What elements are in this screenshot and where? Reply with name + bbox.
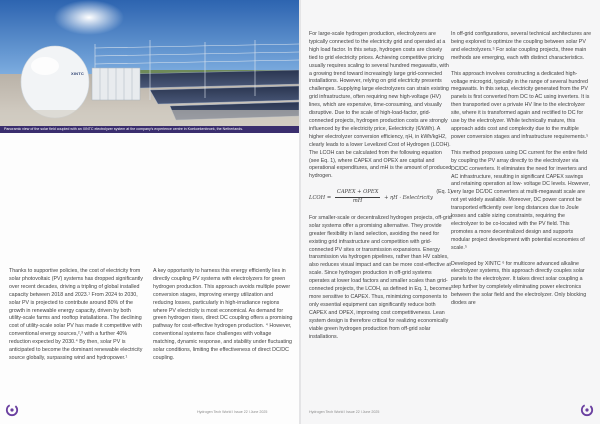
- equation-lhs: LCOH =: [309, 195, 333, 202]
- lcoh-equation: [309, 189, 452, 206]
- paragraph: A key opportunity to harness this energy efficiently lies in directly coupling PV systems with electrolyzers for green hydrogen production. This approach avoids multiple power conversion stages, improving energy utilization and reducing losses, particularly in high-irradiance regions where PV electricity is most economical. As demand for green hydrogen rises, direct DC coupling offers a promising pathway for cost-effective hydrogen production. ⁴ However, conventional systems face challenges with voltage matching, dynamic response, and stability under fluctuating solar conditions, limiting the effectiveness of direct DC/DC coupling.: [153, 268, 293, 361]
- paragraph: For smaller-scale or decentralized hydrogen projects, off-grid solar systems offer a promising alternative. They provide greater flexibility in land selection, avoiding the need for existing grid infrastructure and competition with grid-connected PV sites or transmission expansions. Energy transmission via hydrogen pipelines, rather than HV cables, also reduces visual impact and can be more cost-effective at scale. Since hydrogen production in off-grid systems operates at lower load factors and smaller scales than grid-connected projects, the LCOH, as defined in Eq. 1, becomes more sensitive to CAPEX. Thus, minimizing components to only essential equipment can significantly reduce both CAPEX and OPEX, improving cost competitiveness. Lean system design is therefore critical for realizing economically viable green hydrogen production from off-grid solar installations.: [309, 214, 452, 340]
- paragraph: In off-grid configurations, several technical architectures are being explored to optimize the coupling between solar PV and electrolyzers.⁵ For solar coupling projects, three main methods are emerging, each with distinct characteristics.: [451, 31, 592, 61]
- equation-label: (Eq. 1): [436, 189, 452, 196]
- left-page: [0, 0, 299, 424]
- paragraph: Developed by XINTC ⁶ for multicore advanced alkaline electrolyzer systems, this approach directly couples solar panels to the electrolyzer. It takes direct solar coupling a step further by completely eliminating power electronics between the solar field and the electrolyzer. Only blocking diodes are: [451, 260, 587, 307]
- paragraph: This approach involves constructing a dedicated high-voltage microgrid, typically in the range of several hundred megawatts. In this setup, electricity generated from the PV panels is first converted from DC to AC using inverters. It is then transported over a private HV line to the electrolyzer site, where it is transformed again and rectified to DC for use by the electrolyzer. While technically mature, this approach adds cost and complexity due to the multiple power conversion stages and infrastructure requirements.⁵: [451, 70, 590, 140]
- page-footer: Hydrogen Tech World l Issue 22 l June 2025: [309, 410, 380, 414]
- right-page: [301, 0, 600, 424]
- magazine-logo-icon: [580, 403, 594, 417]
- page-footer: Hydrogen Tech World l Issue 22 l June 2025: [197, 410, 268, 414]
- photo-sign-text: XINTC: [71, 71, 84, 76]
- left-column-1: [9, 268, 144, 371]
- paragraph: For large-scale hydrogen production, electrolyzers are typically connected to the electricity grid and operated at a high load factor. In this setup, hydrogen costs are closely tied to grid electricity prices. Achieving competitive pricing usually requires scaling to several hundred megawatts, with a growing trend toward increasingly large grid-connected installations. However, relying on grid electricity presents challenges. Supplying large electrolyzers can strain existing grid infrastructure, often requiring new high-voltage (HV) lines, which are expensive, time-consuming, and visually disruptive. Due to the scale of high-load-factor, grid-connected projects, hydrogen production costs are strongly influenced by the electricity price, Eelectricity (€/kWh). A higher electrolyzer conversion efficiency, ηH, in kWh/kgH2, clearly leads to a lower Levelized Cost of Hydrogen (LCOH). The LCOH can be calculated from the following equation (see Eq. 1), where CAPEX and OPEX are capital and operational expenditures, and mH is the amount of produced hydrogen.: [309, 31, 452, 180]
- right-column-2: [451, 31, 592, 316]
- equation-numerator: CAPEX + OPEX: [335, 189, 381, 198]
- magazine-logo-icon: [5, 403, 19, 417]
- solar-field-photo: [0, 0, 299, 126]
- paragraph: This method proposes using DC current for the entire field by coupling the PV array directly to the electrolyzer via DC/DC converters. It eliminates the need for inverters and AC infrastructure, resulting in significant CAPEX savings and retaining operation at low- voltage DC levels. However, very large DC/DC converters at multi-megawatt scale are not yet widely available. Moreover, DC power cannot be transported efficiently over long distances due to Joule losses and cable sizing constraints, requiring the electrolyzer to be co-located with the PV field. This promotes a more decentralized design and supports modular project development with potential economies of scale.⁵: [451, 149, 590, 251]
- equation-denominator: mH: [352, 198, 363, 205]
- photo-caption: Panoramic view of the solar field coupled with an XINTC electrolyzer system at the company's experience centre in Koekoekenbroek, the Netherlands.: [0, 126, 299, 133]
- equation-rhs: + ηH · Eelectricity: [384, 195, 433, 202]
- left-column-2: [153, 268, 293, 371]
- right-column-1: [309, 31, 452, 349]
- paragraph: Thanks to supportive policies, the cost of electricity from solar photovoltaic (PV) systems has dropped significantly over recent decades, driving a tripling of global installed capacity between 2018 and 2023.¹ From 2024 to 2030, solar PV is projected to contribute around 80% of the growth in renewable energy capacity, driven by both utility-scale farms and rooftop installations. The declining cost of utility-scale solar PV has made it competitive with conventional energy sources,²,³ with a further 40% reduction expected by 2030.⁴ By then, solar PV is anticipated to become the dominant renewable electricity source globally, surpassing wind and hydropower.¹: [9, 268, 143, 361]
